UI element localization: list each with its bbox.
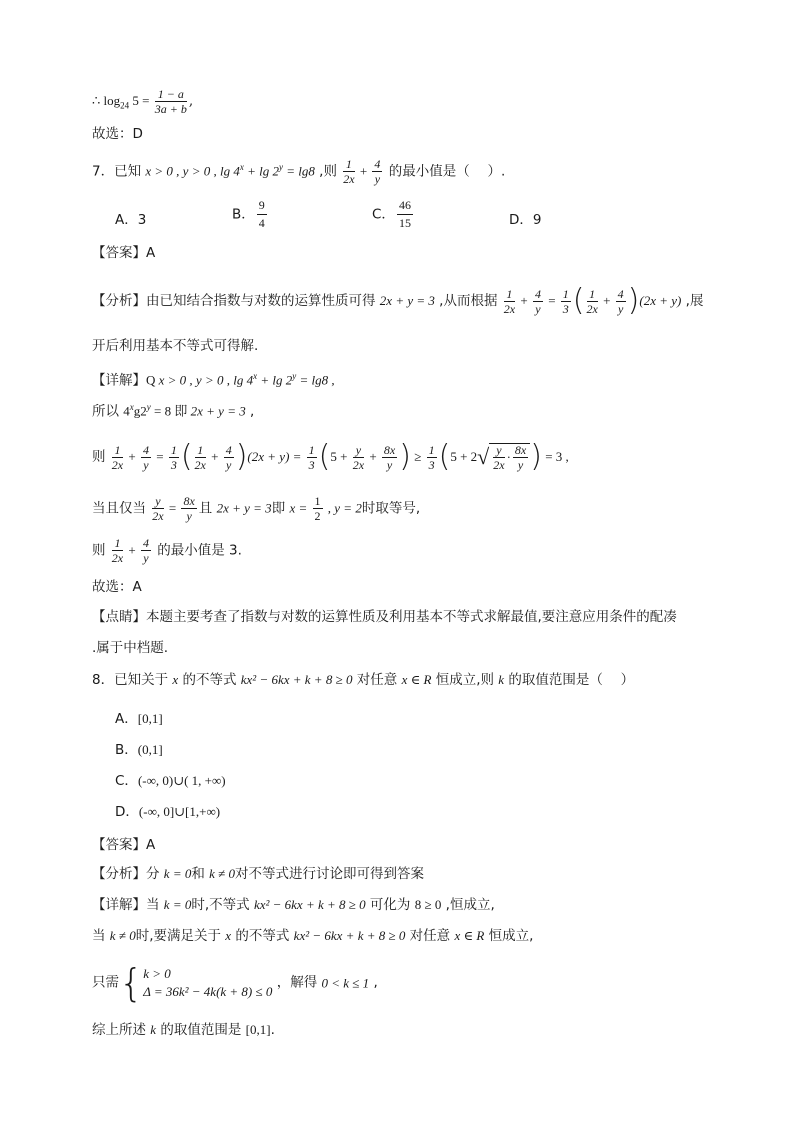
d4d: 2x + y = 3 bbox=[216, 500, 272, 516]
d3d: 5 + bbox=[330, 449, 351, 464]
q8a-val: [0,1] bbox=[137, 711, 163, 726]
d3f2 bbox=[141, 444, 151, 471]
d2f: = 8 即 bbox=[150, 403, 191, 419]
q8a-label: A． bbox=[115, 711, 138, 727]
q8-s4: 恒成立,则 bbox=[431, 672, 499, 688]
q8-label: 8．已知关于 bbox=[92, 672, 173, 688]
q8-s5: 的取值范围是（ ） bbox=[504, 672, 635, 688]
d4f: x = bbox=[289, 500, 311, 516]
af4n: 1 bbox=[587, 288, 598, 302]
analysis-tag: 【分析】 bbox=[92, 293, 146, 309]
q8-option-b bbox=[115, 738, 163, 758]
a8m1: k = 0 bbox=[163, 866, 192, 881]
d8l3d: ，解得 bbox=[272, 974, 322, 991]
d3f8 bbox=[382, 444, 397, 471]
q7-b-num: 9 bbox=[257, 198, 267, 215]
q8-detail-line2 bbox=[92, 929, 533, 944]
d8l3f: , bbox=[369, 974, 378, 991]
d8l2h: x ∈ R bbox=[454, 928, 485, 943]
q8b-label: B． bbox=[115, 742, 138, 758]
q7-detail-line4 bbox=[92, 495, 420, 522]
af5d: y bbox=[618, 301, 624, 316]
af-eq: = bbox=[544, 293, 559, 308]
analysis8-tag: 【分析】 bbox=[92, 866, 146, 882]
q7-frac2-num: 4 bbox=[374, 157, 381, 171]
d3m: · bbox=[506, 449, 511, 465]
d8t1: 当 bbox=[146, 897, 164, 913]
q7-cond3: = lg8 bbox=[282, 163, 315, 179]
q8d-val: (-∞, 0]∪[1,+∞) bbox=[138, 804, 221, 819]
q8c-val: (-∞, 0)∪( 1, +∞) bbox=[137, 773, 226, 788]
d3po3: ( bbox=[438, 439, 451, 474]
d3f2d: y bbox=[143, 457, 149, 472]
d5f1d: 2x bbox=[111, 551, 124, 565]
q7-c-den: 15 bbox=[398, 216, 411, 230]
q7-remark bbox=[92, 611, 677, 625]
detail-sup2: y bbox=[292, 371, 297, 381]
d4f3n: 1 bbox=[314, 494, 321, 508]
d3f1 bbox=[112, 444, 123, 471]
d2a: 所以 bbox=[92, 403, 124, 420]
answer-value: A bbox=[146, 245, 156, 261]
detail-tag: 【详解】 bbox=[92, 372, 146, 389]
d2b: 4 bbox=[123, 403, 130, 419]
d5f1n: 1 bbox=[112, 537, 123, 551]
q7-frac2-den: y bbox=[374, 172, 381, 186]
q7-detail-line2 bbox=[92, 403, 254, 419]
af4d: 2x bbox=[586, 301, 598, 316]
d3f8n: 8x bbox=[383, 442, 396, 457]
d5b: 的最小值是 3. bbox=[152, 542, 242, 559]
af-plus: + bbox=[517, 293, 531, 308]
d4f2n: 8x bbox=[183, 494, 195, 508]
q7-sup2: y bbox=[278, 162, 283, 172]
sys-row2: Δ = 36k² − 4k(k + 8) ≤ 0 bbox=[143, 984, 273, 999]
af1d: 2x bbox=[503, 301, 516, 316]
d3f6n: 1 bbox=[308, 442, 315, 457]
analysis-frac1 bbox=[504, 288, 515, 315]
q7-option-a: A．3 bbox=[115, 212, 147, 228]
log-denominator: 3a + b bbox=[154, 102, 187, 116]
d3p3: + bbox=[366, 449, 380, 464]
d3f6 bbox=[307, 444, 317, 471]
log-prefix: ∴ log bbox=[92, 93, 121, 108]
analysis-frac4 bbox=[587, 288, 598, 315]
d4c: 且 bbox=[198, 500, 217, 517]
q7-sup1: x bbox=[239, 162, 244, 172]
q7-remark-cont: .属于中档题. bbox=[92, 640, 169, 656]
d4a: 当且仅当 bbox=[92, 500, 151, 517]
d3f11d: y bbox=[517, 458, 524, 472]
d3f2n: 4 bbox=[142, 442, 149, 457]
q8-inR: x ∈ R bbox=[401, 672, 432, 687]
af3d: 3 bbox=[562, 301, 569, 316]
d5p: + bbox=[125, 542, 139, 558]
log-mid: 5 = bbox=[129, 93, 153, 108]
log-tail: , bbox=[188, 93, 194, 109]
paren-open: ( bbox=[572, 283, 585, 318]
d2d: g2 bbox=[133, 403, 147, 419]
d8l2c: 时,要满足关于 bbox=[135, 928, 226, 944]
d3f9 bbox=[427, 444, 437, 471]
d2e: y bbox=[146, 402, 151, 412]
q7-option-c-label: C． bbox=[372, 206, 395, 223]
d3f7n: y bbox=[353, 444, 364, 458]
d8l2a: 当 bbox=[92, 928, 110, 944]
detail-cond3: = lg8 , bbox=[296, 372, 335, 388]
q8-answer bbox=[92, 839, 155, 853]
d8t2: 时,不等式 bbox=[191, 897, 254, 913]
d8l2e: 的不等式 bbox=[231, 928, 294, 944]
d3f11n: 8x bbox=[514, 443, 527, 457]
d3pc2: ) bbox=[399, 439, 411, 474]
q7-option-d: D．9 bbox=[509, 212, 542, 228]
q7-frac1-num: 1 bbox=[343, 158, 354, 172]
d8l2f: kx² − 6kx + k + 8 ≥ 0 bbox=[293, 928, 406, 943]
detail-cond2: + lg 2 bbox=[257, 372, 293, 388]
d3i: ≥ bbox=[410, 449, 425, 464]
q7-frac1 bbox=[343, 158, 354, 185]
d3f4 bbox=[195, 444, 206, 471]
answer-tag: 【答案】 bbox=[92, 245, 146, 261]
detail8-tag: 【详解】 bbox=[92, 897, 146, 913]
q7-detail-line1 bbox=[92, 372, 335, 388]
af1n: 1 bbox=[504, 288, 515, 302]
analysis-tail: (2x + y) bbox=[639, 293, 682, 308]
q8-detail-line3 bbox=[92, 961, 378, 1005]
d3f7 bbox=[353, 444, 364, 471]
answer8-tag: 【答案】 bbox=[92, 837, 146, 853]
d3f4n: 1 bbox=[195, 444, 206, 458]
d3f6d: 3 bbox=[308, 457, 315, 472]
analysis-text2: ,从而根据 bbox=[434, 293, 502, 309]
d3f4d: 2x bbox=[194, 457, 206, 472]
d2c: x bbox=[129, 402, 134, 412]
q8d-label: D． bbox=[115, 804, 139, 820]
d3f8d: y bbox=[386, 457, 393, 472]
q8-s3: 对任意 bbox=[352, 672, 402, 688]
d3f5n: 4 bbox=[225, 442, 232, 457]
d3j: 5 + 2 bbox=[450, 449, 478, 464]
d3f1n: 1 bbox=[112, 444, 123, 458]
q7-analysis bbox=[92, 283, 704, 318]
d8l4a: 综上所述 bbox=[92, 1022, 151, 1038]
q7-frac1-den: 2x bbox=[343, 172, 355, 186]
d8m1: k = 0 bbox=[163, 897, 192, 912]
d8l4b: k bbox=[150, 1022, 157, 1037]
q7-then: ,则 bbox=[314, 163, 342, 180]
d8l2b: k ≠ 0 bbox=[109, 928, 136, 943]
d3f10 bbox=[493, 444, 504, 471]
a8t2: 和 bbox=[191, 866, 210, 882]
q8-ineq: kx² − 6kx + k + 8 ≥ 0 bbox=[240, 672, 353, 687]
af2d: y bbox=[535, 301, 541, 316]
q7-option-b bbox=[232, 198, 269, 231]
remark-text1: 本题主要考查了指数与对数的运算性质及利用基本不等式求解最值,要注意应用条件的配凑 bbox=[146, 609, 677, 625]
paren-close: ) bbox=[627, 283, 640, 318]
d3po: ( bbox=[180, 439, 193, 474]
q8-x: x bbox=[172, 672, 179, 687]
q7-option-c-frac bbox=[397, 198, 413, 231]
d8l3e: 0 < k ≤ 1 bbox=[321, 975, 370, 991]
d3f3 bbox=[169, 444, 179, 471]
question-7 bbox=[92, 158, 505, 185]
d4f1d: 2x bbox=[152, 509, 164, 523]
d3p-end: = 3 , bbox=[541, 449, 569, 464]
d3f11 bbox=[513, 444, 528, 471]
q7-option-c bbox=[372, 198, 415, 231]
d5f2d: y bbox=[143, 551, 149, 565]
q8b-val: (0,1] bbox=[137, 742, 163, 757]
sys-row1: k > 0 bbox=[143, 966, 171, 981]
d5f2 bbox=[141, 537, 151, 564]
q8-analysis bbox=[92, 867, 424, 882]
q7-option-b-frac bbox=[257, 198, 267, 231]
q8-option-c bbox=[115, 769, 226, 789]
d3f10n: y bbox=[493, 444, 504, 458]
af3n: 1 bbox=[562, 286, 569, 301]
d3pc: ) bbox=[235, 439, 248, 474]
d4i: , y = 2 bbox=[324, 500, 362, 516]
d4f2 bbox=[181, 495, 196, 522]
d8l4d: [0,1] bbox=[245, 1022, 271, 1037]
log-base: 24 bbox=[120, 100, 130, 111]
d5f2n: 4 bbox=[142, 536, 149, 550]
q7-detail-line3 bbox=[92, 439, 569, 474]
inequality-system bbox=[143, 965, 272, 1001]
d4f3 bbox=[313, 495, 323, 522]
q7-ask: 的最小值是（ ）. bbox=[384, 163, 506, 180]
choice-d-line: 故选：D bbox=[92, 126, 143, 142]
d8l2i: 恒成立, bbox=[484, 928, 534, 944]
d4e: 即 bbox=[271, 500, 290, 517]
q7-detail-line5 bbox=[92, 537, 242, 564]
d3f5 bbox=[224, 444, 234, 471]
d4f1n: y bbox=[152, 495, 163, 509]
brace-icon: { bbox=[119, 961, 144, 1005]
d3b: = bbox=[152, 449, 167, 464]
d2g: 2x + y = 3 bbox=[190, 403, 246, 419]
q7-frac2 bbox=[372, 158, 382, 185]
q8-detail-line1 bbox=[92, 898, 495, 913]
d4f1 bbox=[152, 495, 163, 522]
q8c-label: C． bbox=[115, 773, 138, 789]
log-result-line bbox=[92, 88, 193, 115]
d3f1d: 2x bbox=[111, 457, 124, 472]
analysis-eq1: 2x + y = 3 bbox=[379, 293, 435, 308]
d3f3d: 3 bbox=[170, 457, 177, 472]
q7-cond1: x > 0 , y > 0 , lg 4 bbox=[145, 163, 240, 179]
analysis-text1: 由已知结合指数与对数的运算性质可得 bbox=[146, 293, 380, 309]
analysis-frac2 bbox=[533, 288, 543, 315]
question-8 bbox=[92, 673, 634, 688]
detail-sup1: x bbox=[253, 371, 258, 381]
af2n: 4 bbox=[534, 286, 541, 301]
analysis-frac5 bbox=[616, 288, 626, 315]
d8l3a: 只需 bbox=[92, 974, 119, 991]
d8t4: ,恒成立, bbox=[441, 897, 495, 913]
af-plus2: + bbox=[599, 293, 614, 308]
d8m2: kx² − 6kx + k + 8 ≥ 0 bbox=[253, 897, 366, 912]
d5f1 bbox=[112, 537, 123, 564]
d2h: , bbox=[245, 403, 255, 420]
d3f9n: 1 bbox=[428, 442, 435, 457]
a8t3: 对不等式进行讨论即可得到答案 bbox=[235, 866, 425, 882]
q7-answer bbox=[92, 247, 155, 261]
q7-c-num: 46 bbox=[397, 198, 413, 215]
q7-label: 7．已知 bbox=[92, 163, 146, 180]
d3p: + bbox=[125, 449, 139, 464]
q8-s2: 的不等式 bbox=[178, 672, 241, 688]
d4f2d: y bbox=[186, 509, 192, 523]
a8t1: 分 bbox=[146, 866, 164, 882]
sqrt-body bbox=[489, 443, 530, 471]
analysis-frac3 bbox=[561, 288, 571, 315]
log-numerator: 1 − a bbox=[155, 88, 187, 102]
q7-option-b-label: B． bbox=[232, 206, 255, 223]
q7-cond2: + lg 2 bbox=[243, 163, 279, 179]
q7-plus: + bbox=[356, 163, 371, 179]
log-fraction bbox=[155, 88, 187, 115]
q8-option-d bbox=[115, 800, 220, 820]
d8l4c: 的取值范围是 bbox=[156, 1022, 246, 1038]
detail-cond1: x > 0 , y > 0 , lg 4 bbox=[158, 372, 254, 388]
a8m2: k ≠ 0 bbox=[209, 866, 236, 881]
d3po2: ( bbox=[318, 439, 331, 474]
d8m3: 8 ≥ 0 bbox=[414, 897, 442, 912]
af5n: 4 bbox=[617, 286, 624, 301]
d3f5d: y bbox=[226, 457, 232, 472]
q7-analysis-cont: 开后利用基本不等式可得解. bbox=[92, 338, 259, 354]
q7-detail-line6: 故选：A bbox=[92, 579, 142, 595]
d3f3n: 1 bbox=[170, 442, 177, 457]
detail-q: Q bbox=[146, 372, 159, 388]
d3f9d: 3 bbox=[428, 457, 435, 472]
d4b: = bbox=[165, 500, 180, 516]
answer8-value: A bbox=[146, 837, 156, 853]
d3f10d: 2x bbox=[493, 458, 505, 472]
remark-tag: 【点睛】 bbox=[92, 609, 146, 625]
q8-detail-line4 bbox=[92, 1023, 275, 1038]
d3p2: + bbox=[207, 449, 222, 464]
d4f3d: 2 bbox=[314, 509, 321, 523]
d8l4e: . bbox=[270, 1022, 275, 1038]
d8t3: 可化为 bbox=[365, 897, 415, 913]
q8-k: k bbox=[498, 672, 505, 687]
sqrt-icon: √ bbox=[477, 444, 490, 469]
d3pc3: ) bbox=[530, 439, 542, 474]
d3f7d: 2x bbox=[352, 457, 365, 472]
d3a: 则 bbox=[92, 449, 110, 465]
d5a: 则 bbox=[92, 542, 110, 559]
analysis-text3: ,展 bbox=[681, 293, 704, 309]
d8l2g: 对任意 bbox=[405, 928, 455, 944]
d8l2d: x bbox=[225, 928, 232, 943]
d4j: 时取等号, bbox=[361, 500, 421, 517]
d3c: (2x + y) = bbox=[247, 449, 305, 464]
q7-b-den: 4 bbox=[258, 216, 265, 230]
q8-option-a bbox=[115, 707, 163, 727]
